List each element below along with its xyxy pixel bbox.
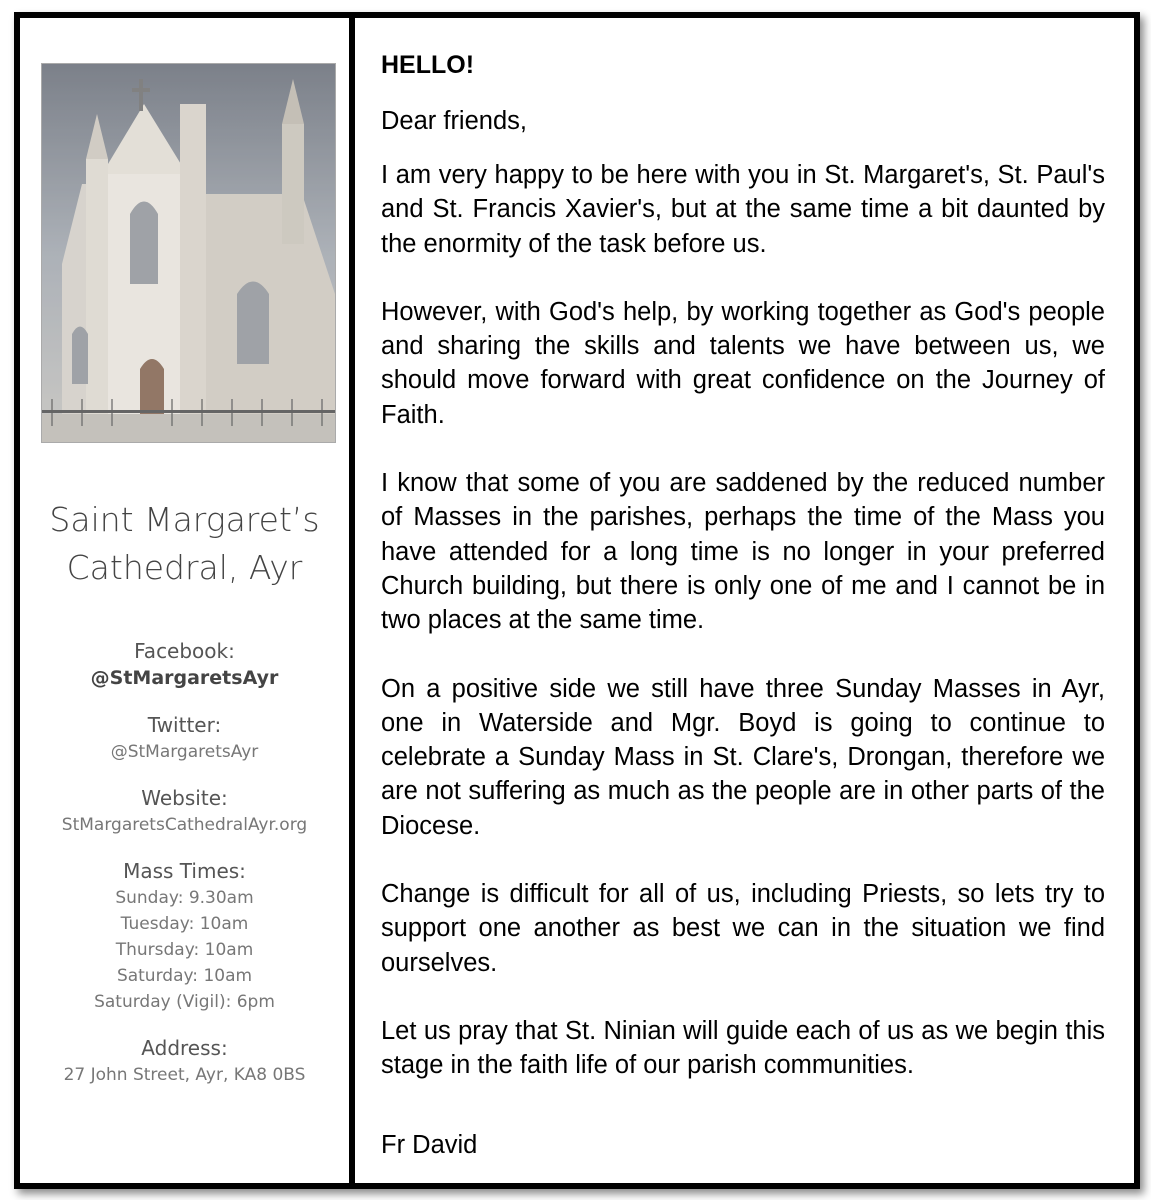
title-line-1: Saint Margaret’s (49, 500, 320, 539)
website-label: Website: (141, 786, 228, 810)
paragraph: Change is difficult for all of us, including Priests, so lets try to support one another as best we can in the situation we find ourselves. (381, 880, 1105, 977)
paragraph: However, with God's help, by working together as God's people and sharing the skills and talents we have between us, we should move forward with great confidence on the Journey of Faith. (381, 297, 1105, 429)
cathedral-photo (41, 63, 336, 443)
parish-title (20, 496, 349, 592)
address-label: Address: (141, 1036, 228, 1060)
mass-time: Sunday: 9.30am (115, 888, 254, 908)
mass-time: Thursday: 10am (115, 940, 254, 960)
paragraph: Let us pray that St. Ninian will guide each of us as we begin this stage in the faith life of our parish communities. (381, 1016, 1105, 1080)
mass-times-label: Mass Times: (123, 859, 246, 883)
paragraph: On a positive side we still have three Sunday Masses in Ayr, one in Waterside and Mgr. Boyd is going to continue to celebrate a Sunday Mass in St. Clare's, Drongan, therefore we are not suffering as much as the people are in other parts of the Diocese. (381, 674, 1105, 840)
newsletter-frame (14, 12, 1140, 1189)
sidebar (20, 18, 355, 1183)
twitter-label: Twitter: (147, 713, 222, 737)
greeting: Dear friends, (381, 107, 527, 135)
twitter-handle: @StMargaretsAyr (110, 742, 259, 762)
mass-time: Saturday: 10am (116, 966, 253, 986)
address: 27 John Street, Ayr, KA8 0BS (63, 1065, 306, 1085)
paragraph: I know that some of you are saddened by the reduced number of Masses in the parishes, perhaps the time of the Mass you have attended for a long time is no longer in your preferred Church building, but there is only one of me and I cannot be in two places at the same time. (381, 469, 1105, 635)
mass-time: Tuesday: 10am (120, 914, 249, 934)
letter-heading: HELLO! (381, 51, 475, 79)
facebook-handle: @StMargaretsAyr (90, 667, 279, 689)
paragraph: I am very happy to be here with you in St. Margaret's, St. Paul's and St. Francis Xavier's, but at the same time a bit daunted by the enormity of the task before us. (381, 161, 1105, 258)
facebook-label: Facebook: (134, 639, 235, 663)
signature: Fr David (381, 1131, 478, 1159)
title-line-2: Cathedral, Ayr (66, 548, 303, 587)
letter-body (381, 158, 1105, 1083)
website-url: StMargaretsCathedralAyr.org (61, 815, 308, 835)
mass-time: Saturday (Vigil): 6pm (94, 992, 275, 1012)
contact-info (20, 638, 349, 1088)
